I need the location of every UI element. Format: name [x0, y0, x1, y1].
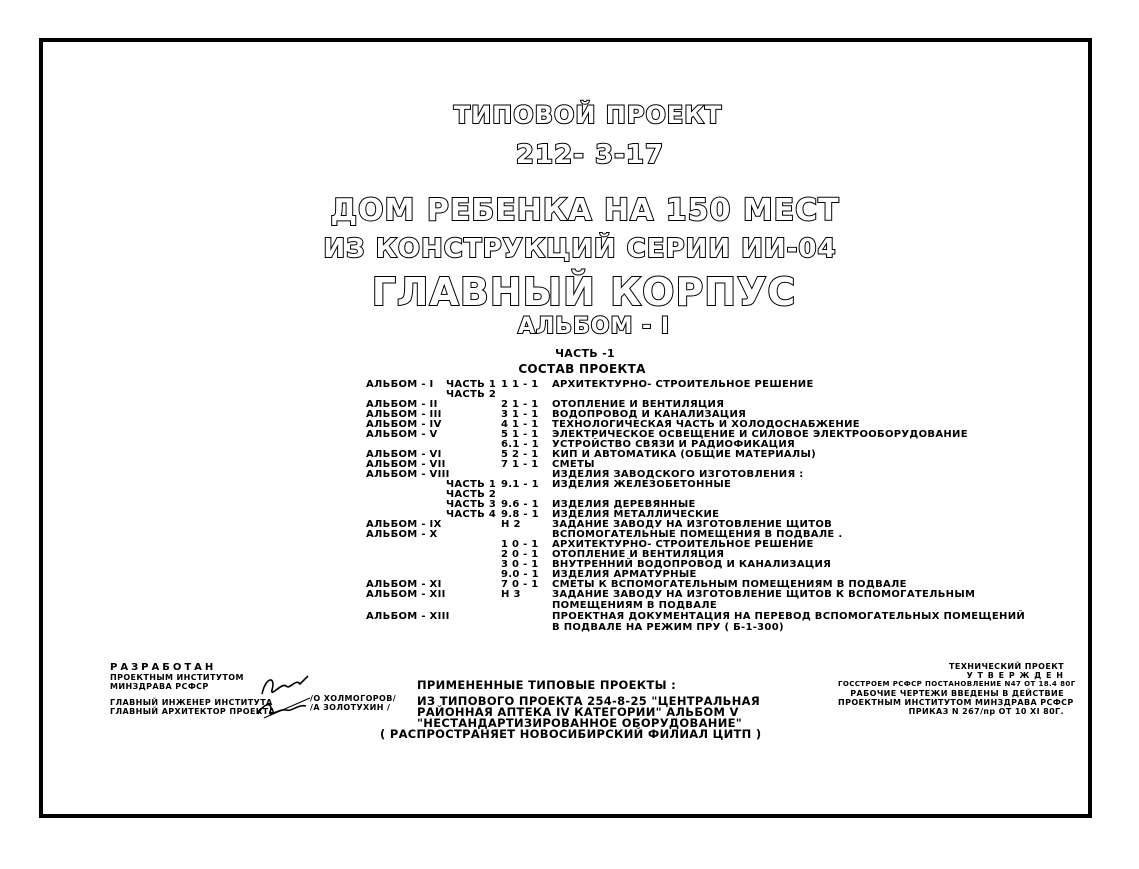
- toc-description: ИЗДЕЛИЯ МЕТАЛЛИЧЕСКИЕ: [552, 509, 720, 520]
- approval-line-5: ПРОЕКТНЫМ ИНСТИТУТОМ МИНЗДРАВА РСФСР: [838, 698, 1074, 707]
- developer-block: [110, 662, 275, 716]
- toc-description: ИЗДЕЛИЯ АРМАТУРНЫЕ: [552, 569, 697, 580]
- approval-line-3: ГОССТРОЕМ РСФСР ПОСТАНОВЛЕНИЕ N47 ОТ 18.4 80Г: [838, 680, 1076, 688]
- composition-heading: СОСТАВ ПРОЕКТА: [518, 362, 646, 376]
- toc-album: АЛЬБОМ - I: [366, 379, 434, 390]
- toc-code: Н 3: [501, 589, 521, 600]
- applied-projects-block: [380, 680, 761, 740]
- approval-line-6: ПРИКАЗ N 267/пр ОТ 10 XI 80Г.: [908, 707, 1064, 716]
- toc-album: АЛЬБОМ - XIII: [366, 611, 450, 622]
- toc-description: ИЗДЕЛИЯ ЖЕЛЕЗОБЕТОННЫЕ: [552, 479, 732, 490]
- toc-album: АЛЬБОМ - XII: [366, 589, 446, 600]
- toc-code: 5 2 - 1: [501, 449, 539, 460]
- toc-part: ЧАСТЬ 2: [446, 489, 497, 500]
- project-contents-list: [366, 380, 1026, 650]
- toc-description: АРХИТЕКТУРНО- СТРОИТЕЛЬНОЕ РЕШЕНИЕ: [552, 539, 814, 550]
- toc-description: ПРОЕКТНАЯ ДОКУМЕНТАЦИЯ НА ПЕРЕВОД ВСПОМОГАТЕЛЬНЫХ ПОМЕЩЕНИЙ: [552, 611, 1026, 622]
- toc-album: АЛЬБОМ - XI: [366, 579, 442, 590]
- toc-album: АЛЬБОМ - III: [366, 409, 442, 420]
- toc-code: 1 1 - 1: [501, 379, 539, 390]
- toc-album: АЛЬБОМ - V: [366, 429, 438, 440]
- toc-code: 2 0 - 1: [501, 549, 539, 560]
- toc-row: [366, 612, 1026, 622]
- signatures: [256, 672, 316, 724]
- approval-line-1: ТЕХНИЧЕСКИЙ ПРОЕКТ: [948, 662, 1064, 671]
- toc-album: АЛЬБОМ - VI: [366, 449, 442, 460]
- approval-line-2: У Т В Е Р Ж Д Е Н: [966, 671, 1064, 680]
- chief-engineer-label: ГЛАВНЫЙ ИНЖЕНЕР ИНСТИТУТА: [110, 698, 273, 707]
- applied-line-3: "НЕСТАНДАРТИЗИРОВАННОЕ ОБОРУДОВАНИЕ": [417, 716, 743, 730]
- toc-code: 1 0 - 1: [501, 539, 539, 550]
- toc-code: 9.0 - 1: [501, 569, 539, 580]
- toc-album: АЛЬБОМ - VII: [366, 459, 446, 470]
- title-main-building: ГЛАВНЫЙ КОРПУС: [371, 270, 797, 314]
- toc-code: 5 1 - 1: [501, 429, 539, 440]
- chief-architect-name: /А ЗОЛОТУХИН /: [310, 703, 391, 712]
- toc-code: 2 1 - 1: [501, 399, 539, 410]
- title-building: ДОМ РЕБЕНКА НА 150 МЕСТ: [330, 193, 840, 228]
- title-typical-project: ТИПОВОЙ ПРОЕКТ: [453, 101, 723, 129]
- toc-description: АРХИТЕКТУРНО- СТРОИТЕЛЬНОЕ РЕШЕНИЕ: [552, 379, 814, 390]
- signature-holmogorov: [262, 676, 308, 694]
- chief-architect-label: ГЛАВНЫЙ АРХИТЕКТОР ПРОЕКТА: [110, 707, 276, 716]
- applied-heading: ПРИМЕНЕННЫЕ ТИПОВЫЕ ПРОЕКТЫ :: [417, 678, 677, 692]
- toc-description: КИП И АВТОМАТИКА (ОБЩИЕ МАТЕРИАЛЫ): [552, 449, 817, 460]
- toc-album: АЛЬБОМ - II: [366, 399, 438, 410]
- toc-description: ЭЛЕКТРИЧЕСКОЕ ОСВЕЩЕНИЕ И СИЛОВОЕ ЭЛЕКТРООБОРУДОВАНИЕ: [552, 429, 968, 440]
- toc-description: СМЕТЫ К ВСПОМОГАТЕЛЬНЫМ ПОМЕЩЕНИЯМ В ПОДВАЛЕ: [552, 579, 907, 590]
- toc-part: ЧАСТЬ 2: [446, 389, 497, 400]
- toc-description: СМЕТЫ: [552, 459, 595, 470]
- toc-album: АЛЬБОМ - IV: [366, 419, 442, 430]
- toc-code: 7 1 - 1: [501, 459, 539, 470]
- toc-album: АЛЬБОМ - VIII: [366, 469, 450, 480]
- title-album: АЛЬБОМ - I: [517, 314, 671, 339]
- applied-line-2: РАЙОННАЯ АПТЕКА IV КАТЕГОРИИ" АЛЬБОМ V: [417, 705, 739, 719]
- toc-row: [366, 590, 1026, 600]
- toc-description: ОТОПЛЕНИЕ И ВЕНТИЛЯЦИЯ: [552, 399, 725, 410]
- toc-description: ИЗДЕЛИЯ ДЕРЕВЯННЫЕ: [552, 499, 696, 510]
- toc-part: ЧАСТЬ 1: [446, 379, 497, 390]
- part-label: ЧАСТЬ -1: [555, 347, 615, 360]
- signature-zolotukhin: [258, 705, 306, 714]
- developer-line-1: ПРОЕКТНЫМ ИНСТИТУТОМ: [110, 673, 244, 682]
- toc-album: АЛЬБОМ - X: [366, 529, 438, 540]
- developer-line-2: МИНЗДРАВА РСФСР: [110, 682, 209, 691]
- toc-description: ИЗДЕЛИЯ ЗАВОДСКОГО ИЗГОТОВЛЕНИЯ :: [552, 469, 804, 480]
- chief-engineer-name: /О ХОЛМОГОРОВ/: [310, 694, 397, 703]
- toc-description: В ПОДВАЛЕ НА РЕЖИМ ПРУ ( Б-1-300): [552, 622, 784, 633]
- toc-part: ЧАСТЬ 4: [446, 509, 497, 520]
- toc-description: ТЕХНОЛОГИЧЕСКАЯ ЧАСТЬ И ХОЛОДОСНАБЖЕНИЕ: [552, 419, 860, 430]
- toc-row: [366, 450, 1026, 460]
- toc-description: ЗАДАНИЕ ЗАВОДУ НА ИЗГОТОВЛЕНИЕ ЩИТОВ: [552, 519, 833, 530]
- title-construction-series: ИЗ КОНСТРУКЦИЙ СЕРИИ ИИ-04: [323, 234, 837, 264]
- developer-heading: РАЗРАБОТАН: [110, 662, 217, 673]
- toc-description: ОТОПЛЕНИЕ И ВЕНТИЛЯЦИЯ: [552, 549, 725, 560]
- toc-code: Н 2: [501, 519, 521, 530]
- toc-code: 4 1 - 1: [501, 419, 539, 430]
- toc-code: 9.8 - 1: [501, 509, 539, 520]
- toc-description: УСТРОЙСТВО СВЯЗИ И РАДИОФИКАЦИЯ: [552, 439, 795, 450]
- toc-part: ЧАСТЬ 3: [446, 499, 497, 510]
- applied-line-1: ИЗ ТИПОВОГО ПРОЕКТА 254-8-25 "ЦЕНТРАЛЬНАЯ: [417, 694, 761, 708]
- toc-description: ПОМЕЩЕНИЯМ В ПОДВАЛЕ: [552, 600, 717, 611]
- applied-line-4: ( РАСПРОСТРАНЯЕТ НОВОСИБИРСКИЙ ФИЛИАЛ ЦИТП ): [380, 727, 762, 741]
- title-project-number: 212- 3-17: [515, 140, 665, 170]
- approval-block: [838, 662, 1076, 716]
- toc-code: 3 0 - 1: [501, 559, 539, 570]
- toc-code: 9.6 - 1: [501, 499, 539, 510]
- toc-description: ВСПОМОГАТЕЛЬНЫЕ ПОМЕЩЕНИЯ В ПОДВАЛЕ .: [552, 529, 843, 540]
- toc-code: 3 1 - 1: [501, 409, 539, 420]
- toc-part: ЧАСТЬ 1: [446, 479, 497, 490]
- toc-row: [366, 601, 1026, 611]
- toc-description: ВНУТРЕННИЙ ВОДОПРОВОД И КАНАЛИЗАЦИЯ: [552, 559, 832, 570]
- toc-row: [366, 623, 1026, 633]
- toc-album: АЛЬБОМ - IX: [366, 519, 442, 530]
- toc-description: ВОДОПРОВОД И КАНАЛИЗАЦИЯ: [552, 409, 747, 420]
- toc-description: ЗАДАНИЕ ЗАВОДУ НА ИЗГОТОВЛЕНИЕ ЩИТОВ К ВСПОМОГАТЕЛЬНЫМ: [552, 589, 976, 600]
- toc-code: 9.1 - 1: [501, 479, 539, 490]
- approval-line-4: РАБОЧИЕ ЧЕРТЕЖИ ВВЕДЕНЫ В ДЕЙСТВИЕ: [850, 689, 1064, 698]
- toc-code: 6.1 - 1: [501, 439, 539, 450]
- toc-code: 7 0 - 1: [501, 579, 539, 590]
